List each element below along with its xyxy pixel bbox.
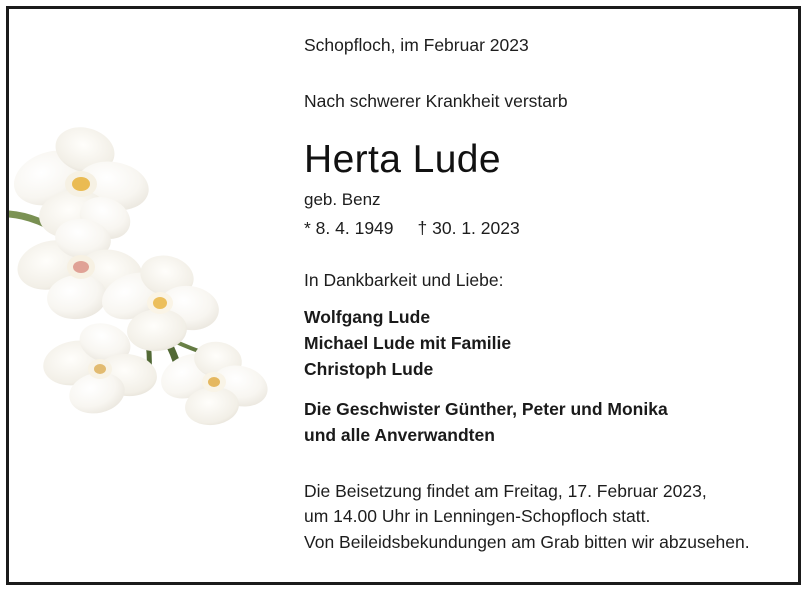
orchid-flower-illustration — [9, 109, 299, 429]
mourner-item: Wolfgang Lude — [304, 307, 431, 328]
mourner-item: Michael Lude mit Familie — [304, 333, 512, 354]
deceased-name: Herta Lude — [304, 137, 501, 181]
place-and-date: Schopfloch, im Februar 2023 — [304, 35, 529, 55]
funeral-detail-line: um 14.00 Uhr in Lenningen-Schopfloch statt. — [304, 506, 651, 527]
notice-text-column — [304, 27, 794, 555]
birth-date: * 8. 4. 1949 — [304, 217, 394, 238]
funeral-detail-line: Von Beileidsbekundungen am Grab bitten wir abzusehen. — [304, 531, 750, 552]
mourners-primary-list — [304, 305, 794, 383]
life-dates — [304, 219, 794, 237]
maiden-name: geb. Benz — [304, 189, 381, 209]
mourner-item: und alle Anverwandten — [304, 424, 495, 445]
mourner-item: Die Geschwister Günther, Peter und Monika — [304, 399, 668, 420]
funeral-details — [304, 479, 794, 555]
page-inner — [9, 9, 798, 582]
gratitude-heading: In Dankbarkeit und Liebe: — [304, 269, 504, 290]
mourner-item: Christoph Lude — [304, 359, 434, 380]
mourners-secondary-list — [304, 397, 794, 449]
death-date: † 30. 1. 2023 — [417, 217, 520, 238]
intro-text: Nach schwerer Krankheit verstarb — [304, 91, 568, 112]
funeral-detail-line: Die Beisetzung findet am Freitag, 17. Februar 2023, — [304, 480, 707, 501]
